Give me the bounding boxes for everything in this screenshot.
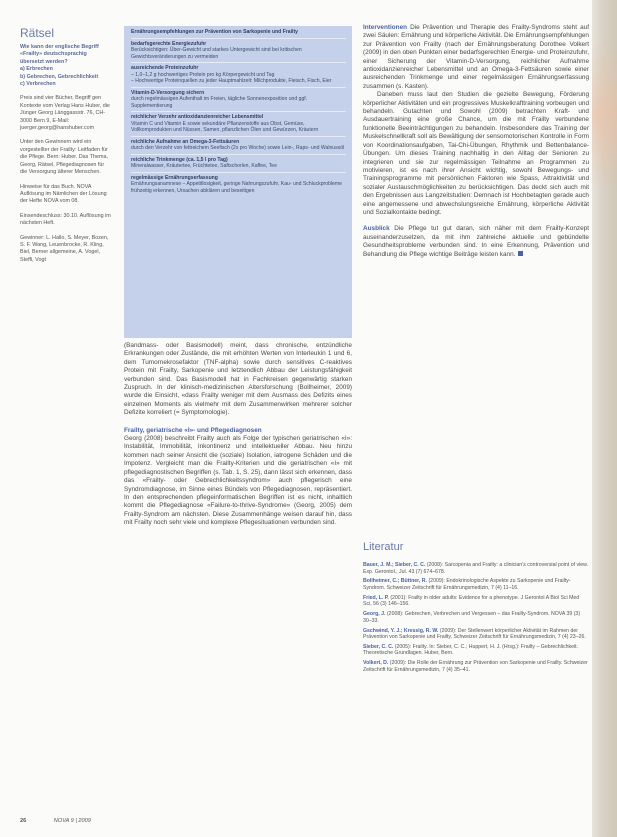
box-section-body: – 1,0–1,2 g hochwertiges Protein pro kg Körpergewicht und Tag – Hochwertige Proteinquellen zu jeder Hauptmahlzeit: Milchprodukte, Fleisch, Fisch, Eier	[131, 71, 332, 84]
puzzle-sidebar	[20, 26, 112, 264]
reference-item: Volkert, D. (2009): Die Rolle der Ernährung zur Prävention von Sarkopenie und Frailty. Schweizer Zeitschrift für Ernährungsmedizin, 7 (4) 35–41.	[363, 660, 588, 673]
reference-item: Bauer, J. M.; Sieber, C. C. (2008): Sarcopenia and Frailty: a clinician's controversial point of view. Exp. Gerontol., Jul. 43 (7) 674–678.	[363, 562, 589, 575]
article-column-3	[363, 24, 589, 259]
body-paragraph: Die Pflege tut gut daran, sich näher mit dem Frailty-Konzept auseinanderzusetzen, da mit ihm zahlreiche aktuelle und gebündelte Gesundheitsprobleme verbunden sind. In eine Erkennung, Prävention und Behandlung die Pflege wichtige Beiträge leisten kann.	[363, 225, 589, 258]
box-section-body: Ernährungsanamnese – Appetitlosigkeit, geringe Nahrungszufuhr, Kau- und Schluckprobleme frühzeitig erkennen, Ursachen abklären und beseitigen	[131, 181, 342, 194]
box-section-head: ausreichende Proteinzufuhr	[131, 65, 199, 71]
box-section-body: Berücksichtigen: Über-Gewicht und starkes Untergewicht sind bei kritischen Gewichtsveränderungen zu vermeiden	[131, 47, 302, 60]
box-heading: Ernährungsempfehlungen zur Prävention von Sarkopenie und Frailty	[131, 29, 298, 35]
magazine-issue: NOVA 9 | 2009	[53, 818, 91, 824]
reference-item: Bollheimer, C.; Büttner, R. (2009): Endokrinologische Aspekte zu Sarkopenie und Frailty-Syndrom. Schweizer Zeitschrift für Ernährungsmedizin, 7 (4) 11–16.	[363, 578, 571, 591]
box-section-body: durch den Verzehr von fettreichem Seefisch (2x pro Woche) sowie Lein-, Raps- und Walnussöl	[131, 145, 345, 151]
puzzle-solution-note: Hinweise für das Buch. NOVA Auflösung im Nämlichen der Lösung der Hefte NOVA vom 08.	[20, 183, 107, 205]
nutrition-recommendations-box	[124, 26, 352, 338]
page-footer	[20, 818, 91, 824]
interventions-heading: Interventionen	[363, 24, 408, 31]
outlook-heading: Ausblick	[363, 225, 390, 233]
page-edge-shadow	[592, 0, 617, 837]
box-section-head: regelmässige Ernährungserfassung	[131, 174, 218, 181]
puzzle-option-b: b) Gebrechen, Gebrechlichkeit	[20, 73, 99, 80]
page-number: 26	[20, 818, 27, 824]
puzzle-title: Rätsel	[20, 26, 55, 40]
article-column-2	[124, 342, 352, 528]
end-of-article-icon	[518, 251, 523, 256]
reference-item: Fried, L. P. (2001): Frailty in older adults: Evidence for a phenotype. J Gerontol A Biol Sci Med Sci, 56 (3) 146–156.	[363, 594, 580, 608]
box-section-head: reichliche Aufnahme an Omega-3-Fettsäuren	[131, 138, 240, 145]
box-section-head: bedarfsgerechte Energiezufuhr	[131, 40, 207, 47]
puzzle-winners: Gewinner: L. Hallo, S. Meyer, Bozen, S. F. Wang, Leuenbrocke, R. Kling, Biel, Berner allgemeine, A. Vogel, Steffi, Vogt	[20, 234, 109, 263]
reference-item: Georg, J. (2008): Gebrechen, Verbrechen und Vergessen – das Frailty-Syndrom. NOVA 39 (3) 30–33.	[363, 611, 581, 624]
body-paragraph: (Bandmass- oder Basismodell) meint, dass chronische, entzündliche Erkrankungen oder Zustände, die mit erhöhten Werten von Interleukin 1 und 6, dem Tumornekrosefaktor (TNF-alpha) sowie durch sensitives C-reaktives Protein mit Frailty, Sarkopenie und letztendlich Abbau der Leistungsfähigkeit verbunden sind. Das Basismodell hat in Fachkreisen gegenwärtig starken Zuspruch. In der klinisch-medizinischen Altersforschung (Bollheimer, 2009) wurde die Einsicht, «dass Frailty weniger mit dem Ausmass des Defizits eines einzelnen Moments als vielmehr mit dem Zusammenwirken mehrerer solcher Defizite korreliert (= Symptomologie).	[124, 342, 352, 417]
reference-item: Sieber, C. C. (2005): Frailty. In: Sieber, C. C.; Huppert, H. J. (Hrsg.): Frailty – Gebrechlichkeit. Theoretische Grundlagen. Huber, Bern.	[363, 643, 578, 657]
reference-item: Gschwind, Y. J.; Kressig, R. W. (2009): Der Stellenwert körperlicher Aktivität im Rahmen der Prävention von Sarkopenie und Frailty. Schweizer Zeitschrift für Ernährungsmedizin, 7 (4) 23–26.	[363, 627, 586, 641]
body-paragraph: Georg (2008) beschreibt Frailty auch als Folge der typischen geriatrischen «I»: Instabilität, Immobilität, Inkontinenz und intellektueller Abbau. Neu hinzu kommen nach seiner Ansicht die (soziale) Isolation, iatrogene Schäden und die Impotenz. Vergleicht man die Frailty-Kriterien und die geriatrischen «I» mit pflegediagnostischen Begriffen (s. Tab. 1, S. 25), dann lässt sich erkennen, dass das «Frailty- oder Gebrechlichkeitssyndrom» auch pflegerisch eine Syndromdiagnose, im Sinne eines Bündels von Pflegediagnosen, repräsentiert. In den entsprechenden pflegeinformatischen Begriffen ist es nicht, inhaltlich kommt die Pflegediagnose «Failure-to-thrive-Syndrome» (Georg, 2005) dem Frailty-Syndrom am nächsten. Diese Zusammenhänge weisen darauf hin, dass mit Frailty noch sehr viele und komplexe Pflegesituationen verbunden sind.	[124, 435, 352, 527]
body-paragraph: Daneben muss laut den Studien die gezielte Bewegung, Förderung körperlicher Aktivitäten und ein progressives Muskelkrafttraining vorbeugen und behandeln. Gutachten und Sowohl (2009) betrachten Kraft- und Ausdauertraining eine große Chance, um die mit Frailty verbundene funktionelle Beeinträchtigungen zu behandeln. Insbesondere das Training der Muskelschnellkraft soll als Bewältigung der sensomotorischen Kontrolle in Form von Koordinationsaufgaben, Tai-Chi-Übungen, Rhythmik und Bettenbalance-Übungen. Um dieses Training nachhaltig in den Alltag der Senioren zu integrieren und sie zur regelmässigen Teilnahme an Programmen zu motivieren, ist es nach ihrer Ansicht wichtig, sowohl Bewegungs- und Trainingsprogramme mit persönlichen Faktoren wie Spass, Attraktivität und sozialer Austauschmöglichkeiten zu berücksichtigen. Das deckt sich auch mit den Ergebnissen aus Langzeitstudien: Demnach ist Hochbetagten gerade auch eine angemessene und abwechslungsreiche Ernährung, körperliche Aktivität und Sozialkontakte bedingt.	[363, 91, 589, 216]
body-paragraph: Die Prävention und Therapie des Frailty-Syndroms steht auf zwei Säulen: Ernährung und körperliche Aktivität. Die Ernährungsempfehlungen zur Prävention von Frailty (nach der Ernährungsberatung Dorothee Volkert (2009) in den oben Punkten einer bedarfsgerechten Energie- und Proteinzufuhr, einer Sicherung der Vitamin-D-Versorgung, reichlicher Aufnahme antioxidanzienreicher Lebensmittel und an Omega-3-Fettsäuren sowie einer ausreichenden Trinkmenge und einer regelmässigen Ernährungserfassung zusammen (s. Kasten).	[363, 24, 589, 90]
puzzle-option-c: c) Verbrechen	[20, 81, 56, 88]
box-section-body: Mineralwasser, Kräutertee, Früchtetee, Saftschorlen, Kaffee, Tee	[131, 163, 277, 169]
puzzle-winner-info: Unter den Gewinnern wird ein vorgestellter der Frailty: Leitfaden für die Pflege. Bern: Huber. Das Thema, Georg, Rätsel, Pflegediagnosen für die Versorgung älterer Menschen.	[20, 139, 108, 176]
box-section-head: reichlicher Verzehr antioxidanzienreicher Lebensmittel	[131, 114, 264, 120]
puzzle-question: Wie kann der englische Begriff «Frailty» deutschsprachig übersetzt werden?	[20, 44, 99, 65]
puzzle-option-a: a) Erbrechen	[20, 66, 53, 73]
box-section-head: reichliche Trinkmenge (ca. 1,5 l pro Tag)	[131, 156, 228, 163]
box-section-body: Vitamin C und Vitamin E sowie sekundäre Pflanzenstoffe aus Obst, Gemüse, Vollkornprodukten und Nüssen, Samen, pflanzlichen Ölen und Gewürzen, Kräutern	[131, 120, 319, 133]
puzzle-deadline: Einsendeschluss: 30.10. Auflösung im nächsten Heft.	[20, 212, 111, 227]
literature-title: Literatur	[363, 541, 404, 553]
puzzle-prize-text: Preis sind vier Bücher, Begriff gen Kontexte vom Verlag Hans Huber, die Jünger Georg Länggassstr. 76, CH-3000 Bern 9, E-Mail: juerger.georg@hanshuber.com	[20, 95, 110, 132]
literature-section	[363, 541, 589, 677]
box-section-head: Vitamin-D-Versorgung sichern	[131, 89, 205, 96]
box-section-body: durch regelmässigen Aufenthalt im Freien, tägliche Sonnenexposition und ggf. Supplementierung	[131, 96, 308, 109]
section-subhead: Frailty, geriatrische «I»- und Pflegediagnosen	[124, 426, 262, 434]
